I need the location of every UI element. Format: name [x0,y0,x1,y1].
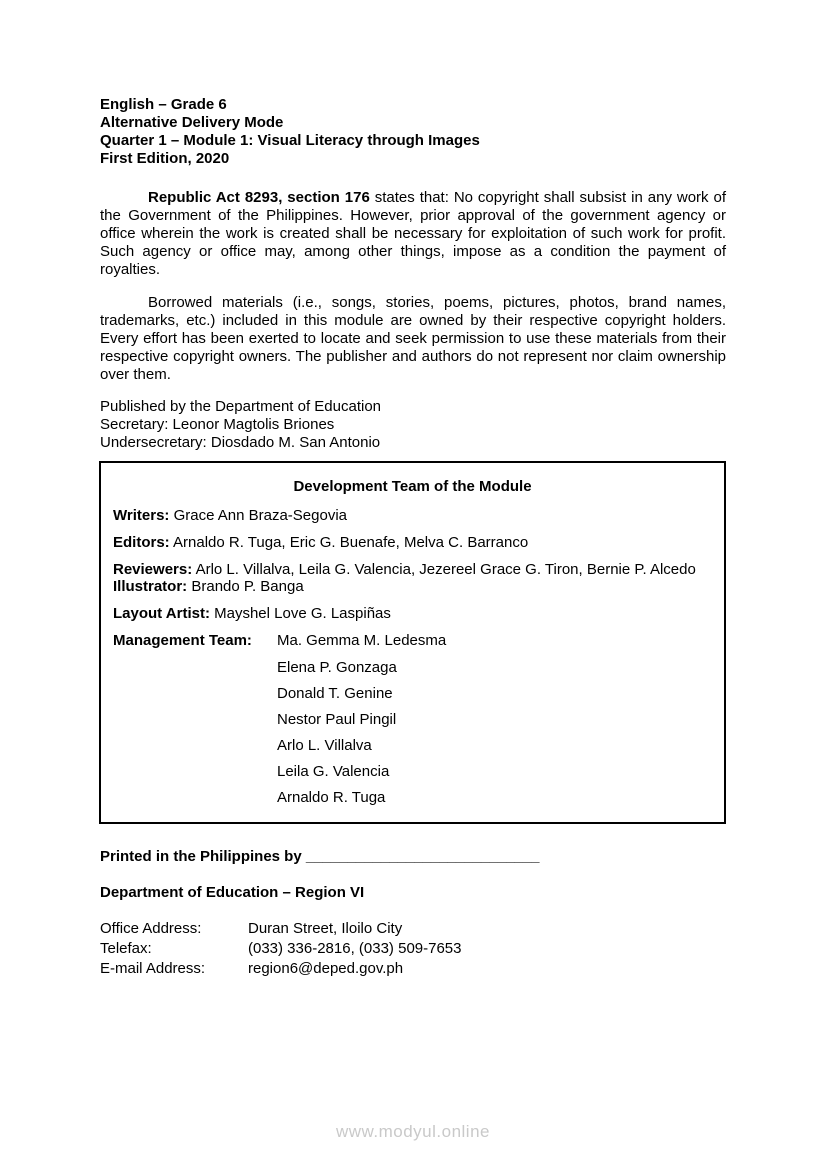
printed-by-label: Printed in the Philippines by [100,848,306,865]
writers-entry [113,507,712,524]
header-module-title: Quarter 1 – Module 1: Visual Literacy through Images [100,132,480,149]
management-member: Arnaldo R. Tuga [277,789,386,806]
region-office-title: Department of Education – Region VI [100,884,365,901]
borrowed-materials-paragraph: Borrowed materials (i.e., songs, stories, poems, pictures, photos, brand names, trademarks, etc.) included in this module are owned by their respective copyright holders. Every effort has been exerted to locate and seek permission to use these materials from their respective copyright owners. The publisher and authors do not represent nor claim ownership over them. [100,294,726,383]
published-by-line: Published by the Department of Education [100,398,382,415]
header-subject-grade: English – Grade 6 [100,96,227,113]
writers-label: Writers: [113,507,170,524]
layout-artist-value: Mayshel Love G. Laspiñas [214,605,391,622]
layout-artist-label: Layout Artist: [113,605,210,622]
copyright-act-reference: Republic Act 8293, section 176 [148,189,370,206]
copyright-paragraph [100,189,726,279]
copyright-paragraph-text: states that: No copyright shall subsist in any work of the Government of the Philippines. However, prior approval of the government agency or office wherein the work is created shall be necessary for exploitation of such work for profit. Such agency or office may, among other things, impose as a condition the payment of royalties. [100,189,727,278]
writers-value: Grace Ann Braza-Segovia [173,507,348,524]
management-member: Nestor Paul Pingil [277,711,397,728]
site-watermark: www.modyul.online [335,1122,490,1141]
development-team-box [99,461,726,824]
reviewers-value: Arlo L. Villalva, Leila G. Valencia, Jezereel Grace G. Tiron, Bernie P. Alcedo [195,561,696,578]
publisher-block [100,398,726,452]
telefax-value: (033) 336-2816, (033) 509-7653 [248,940,462,957]
management-member: Arlo L. Villalva [277,737,372,754]
contact-info-block [100,919,726,979]
office-address-value: Duran Street, Iloilo City [248,920,403,937]
management-team-members [277,659,712,806]
secretary-line: Secretary: Leonor Magtolis Briones [100,416,335,433]
email-address-row [100,959,726,979]
management-member: Leila G. Valencia [277,763,390,780]
printed-by-blank-line: ____________________________ [305,848,540,865]
email-address-value: region6@deped.gov.ph [248,960,404,977]
telefax-row [100,939,726,959]
office-address-label: Office Address: [100,920,202,937]
header-edition: First Edition, 2020 [100,150,230,167]
document-header [100,96,726,168]
office-address-row [100,919,726,939]
management-team-label: Management Team: [113,632,252,649]
illustrator-label: Illustrator: [113,578,188,595]
reviewers-label: Reviewers: [113,561,193,578]
management-member: Donald T. Genine [277,685,393,702]
illustrator-entry [113,578,712,595]
header-delivery-mode: Alternative Delivery Mode [100,114,284,131]
email-address-label: E-mail Address: [100,960,206,977]
telefax-label: Telefax: [100,940,152,957]
layout-artist-entry [113,605,712,622]
development-team-title: Development Team of the Module [293,478,532,495]
undersecretary-line: Undersecretary: Diosdado M. San Antonio [100,434,381,451]
editors-entry [113,534,712,551]
management-team-lead: Ma. Gemma M. Ledesma [277,632,447,649]
management-team-entry [113,632,712,649]
editors-value: Arnaldo R. Tuga, Eric G. Buenafe, Melva C. Barranco [173,534,529,551]
illustrator-value: Brando P. Banga [191,578,304,595]
editors-label: Editors: [113,534,170,551]
printed-in-philippines-line [100,848,726,866]
reviewers-entry [113,561,712,578]
management-member: Elena P. Gonzaga [277,659,397,676]
